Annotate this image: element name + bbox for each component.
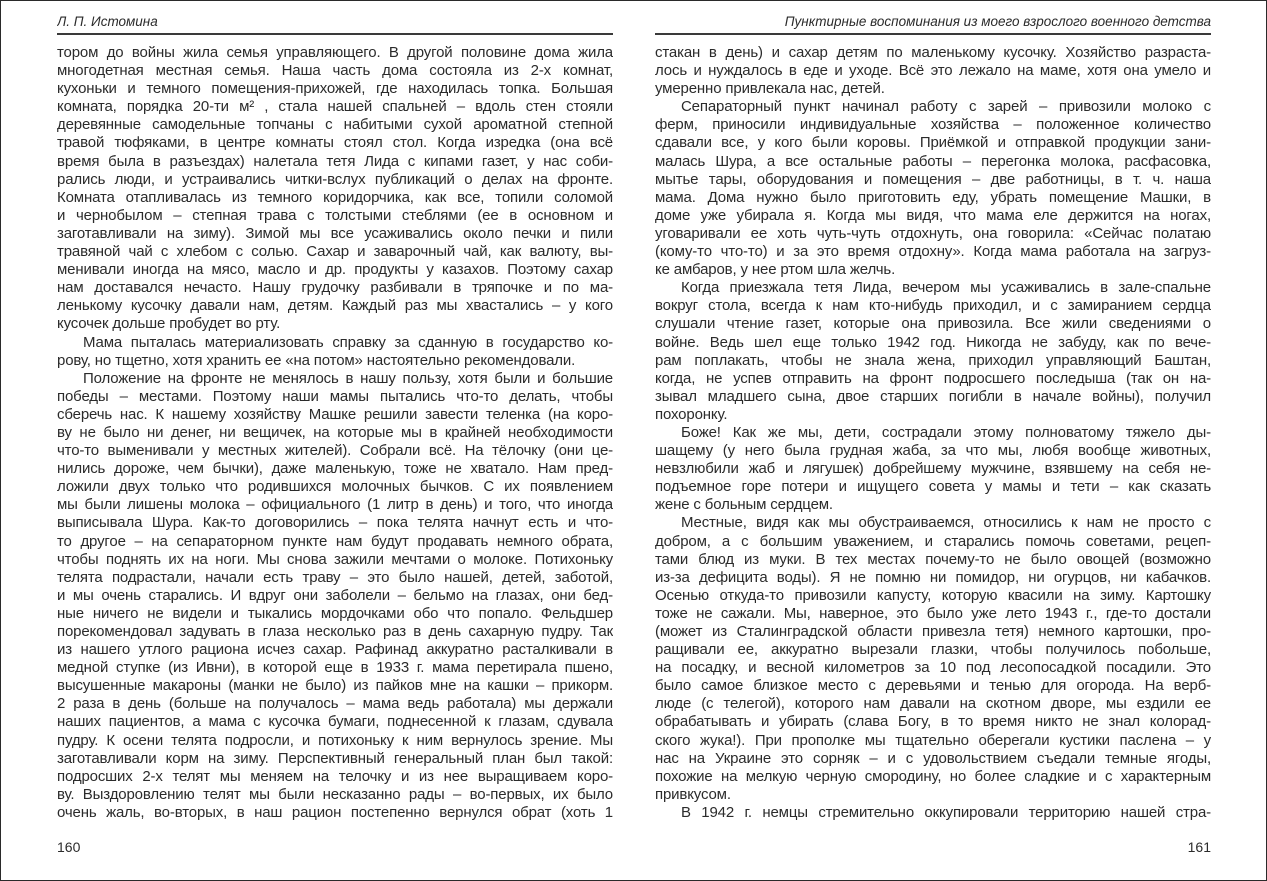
- text-line: В 1942 г. немцы стремительно оккупировали территорию нашей стра-: [681, 803, 1211, 821]
- text-line: рову, но тщетно, хотя хранить ее «на потом» настоятельно рекомендовали.: [57, 351, 576, 369]
- text-line: чтобы поднять их на ноги. Мы снова зажили мечтами о молоке. Потихоньку: [57, 550, 613, 568]
- text-line: лось и нуждалось в еде и уходе. Всё это лежало на маме, хотя она умело и: [655, 62, 1211, 80]
- text-line: зывал младшего сына, двое старших погибли в начале войны), получил: [655, 387, 1211, 405]
- text-line: менивали иногда на мясо, масло и др. продукты у казахов. Поэтому сахар: [57, 261, 613, 279]
- text-line: когда, не успев отправить на фронт подросшего последыша (так он на-: [655, 369, 1211, 387]
- page-number-left: 160: [57, 839, 81, 855]
- text-line: Боже! Как же мы, дети, сострадали этому полноватому тяжело ды-: [681, 423, 1211, 441]
- text-line: кусочек дольше пробудет во рту.: [57, 315, 281, 333]
- text-line: сберечь нас. К нашему хозяйству Машке решили завести теленка (на коро-: [57, 405, 613, 423]
- text-line: наших пациентов, а мама с кусочка бумаги, поднесенной к глазам, сдувала: [57, 713, 613, 731]
- text-line: уговаривали ее хоть чуть-чуть отдохнуть, она говорила: «Сейчас полатаю: [655, 224, 1211, 242]
- text-line: похожие на мелкую черную смородину, но более сладкие и с характерным: [655, 767, 1211, 785]
- text-line: мама. Дома нужно было приготовить еду, убрать помещение Машки, в: [655, 188, 1211, 206]
- text-line: Сепараторный пункт начинал работу с зарей – привозили молоко с: [681, 98, 1211, 116]
- text-line: медной ступке (из Ивни), в которой еще в 1933 г. мама перетирала пшено,: [57, 659, 613, 677]
- text-line: комната, порядка 20-ти м² , стала нашей спальней – вдоль стен стояли: [57, 98, 613, 116]
- text-line: (может из Сталинградской области привезла тетя) немного картошки, про-: [655, 623, 1211, 640]
- text-line: очень жаль, во-вторых, в наш рацион постепенно вернулся обрат (хоть 1: [57, 803, 613, 821]
- text-line: заготавливали корм на зиму. Перспективный генеральный план был такой:: [57, 749, 613, 767]
- text-line: вокруг стола, всегда к нам кто-нибудь приходил, и с замиранием сердца: [655, 297, 1211, 315]
- right-page-body: [655, 44, 1211, 822]
- text-line: Местные, видя как мы обустраиваемся, относились к нам не просто с: [681, 514, 1211, 532]
- text-line: рались люди, и устраивались читки-вслух публикаций о делах на фронте.: [57, 170, 613, 188]
- text-line: (кому-то что-то) и за это время отдохну». Когда мама работала на загруз-: [655, 243, 1211, 261]
- text-line: 2 раза в день (больше на получалось – мама ведь работала) мы держали: [57, 695, 613, 713]
- text-line: травой тюфяками, в центре комнаты стоял стол. Когда изредка (она всё: [57, 134, 613, 152]
- text-line: жене с больным сердцем.: [655, 496, 833, 514]
- text-line: привкусом.: [655, 785, 731, 803]
- text-line: стакан в день) и сахар детям по маленькому кусочку. Хозяйство разраста-: [655, 44, 1211, 61]
- text-line: подъемное горе потери и ищущего совета у мамы и тети – как сказать: [655, 478, 1211, 496]
- text-line: выписывала Шура. Как-то договорились – пока телята начнут есть и что-: [57, 514, 613, 532]
- text-line: Когда приезжала тетя Лида, вечером мы усаживались в зале-спальне: [681, 279, 1211, 297]
- text-line: ращивали ее, аккуратно вырезали глазки, чтобы получилось побольше,: [655, 641, 1211, 659]
- right-page: [655, 14, 1211, 822]
- text-line: Осенью откуда-то привозили капусту, которую квасили на зиму. Картошку: [655, 586, 1211, 604]
- text-line: похоронку.: [655, 405, 728, 423]
- text-line: на посадку, и весной километров за 10 под лесопосадкой посадили. Это: [655, 659, 1211, 677]
- text-line: Комната отапливалась из темного коридорчика, как все, топили соломой: [57, 188, 613, 206]
- text-line: ные ничего не видели и тыкались мордочками обо что попало. Фельдшер: [57, 604, 613, 622]
- text-line: ского жука!). При прополке мы тщательно оберегали кустики паслена – у: [655, 731, 1211, 749]
- text-line: и чернобылом – степная трава с толстыми стеблями (ее в основном и: [57, 206, 613, 224]
- text-line: доме уже убирала я. Когда мы видя, что мама еле держится на ногах,: [655, 206, 1211, 224]
- text-line: рам поплакать, чтобы не знала жена, приходил управляющий Баштан,: [655, 351, 1211, 369]
- page-number-right: 161: [1187, 839, 1211, 855]
- text-line: нам доставался нечасто. Нашу грудочку разбивали в тряпочке и по ма-: [57, 279, 613, 297]
- text-line: многодетная местная семья. Наша часть дома состояла из 2-х комнат,: [57, 62, 613, 80]
- text-line: Положение на фронте не менялось в нашу пользу, хотя были и большие: [83, 369, 613, 387]
- text-line: деревянные самодельные топчаны с набитыми сухой ароматной степной: [57, 116, 613, 134]
- text-line: время была в разъездах) налетала тетя Лида с кипами газет, у нас соби-: [57, 152, 613, 170]
- text-line: нились дороже, чем бычки), даже маленькую, тоже не хватало. Нам пред-: [57, 460, 613, 478]
- text-line: из-за дефицита воды). Я не помню ни помидор, ни огурцов, ни кабачков.: [655, 568, 1211, 586]
- text-line: было самое близкое место с деревьями и тенью для огорода. На верб-: [655, 677, 1211, 695]
- text-line: люде (с телегой), которого нам давали на скотном дворе, мы ездили ее: [655, 695, 1211, 713]
- text-line: войне. Ведь шел еще только 1942 год. Никогда не забуду, как по вече-: [655, 333, 1211, 351]
- text-line: тами блюд из муки. В тех местах почему-то не было овощей (возможно: [655, 550, 1211, 568]
- text-line: высушенные макароны (манки не было) из пайков мне на кашки – прикорм.: [57, 677, 613, 695]
- text-line: ву не было ни денег, ни вещичек, на которые мы в крайней необходимости: [57, 423, 613, 441]
- text-line: победы – местами. Поэтому наши мамы пытались что-то делать, чтобы: [57, 387, 613, 405]
- text-line: обрабатывать и убирать (слава Богу, в то время никто не знал колорад-: [655, 713, 1211, 731]
- text-line: и мы очень старались. И вдруг они заболели – бельмо на глазах, они бед-: [57, 586, 613, 604]
- text-line: ке амбаров, у нее ртом шла желчь.: [655, 261, 896, 279]
- text-line: пудру. К осени телята подросли, и потихоньку к ним вернулось зрение. Мы: [57, 731, 613, 749]
- text-line: малась Шура, а все остальные работы – перегонка молока, расфасовка,: [655, 152, 1211, 170]
- text-line: умеренно привлекала нас, детей.: [655, 80, 885, 98]
- text-line: шащему (у него была грудная жаба, за что мы, любя вообще животных,: [655, 442, 1211, 460]
- text-line: Мама пыталась материализовать справку за сданную в государство ко-: [83, 333, 613, 351]
- text-line: тором до войны жила семья управляющего. В другой половине дома жила: [57, 44, 613, 61]
- running-header-title: Пунктирные воспоминания из моего взрослого военного детства: [655, 14, 1211, 35]
- running-header-author: Л. П. Истомина: [57, 14, 613, 35]
- text-line: сдавали все, у кого были коровы. Приёмкой и отправкой продукции зани-: [655, 134, 1211, 152]
- text-line: мытье тары, оборудования и помещения – две работницы, в т. ч. наша: [655, 170, 1211, 188]
- text-line: ферм, приносили индивидуальные хозяйства – положенное количество: [655, 116, 1211, 134]
- text-line: подросших 2-х телят мы меняем на телочку и из нее выращиваем коро-: [57, 767, 613, 785]
- text-line: то другое – на сепараторном пункте нам будут продавать немного обрата,: [57, 532, 613, 550]
- text-line: кухоньки и темного помещения-прихожей, где находилась топка. Большая: [57, 80, 613, 98]
- text-line: порекомендовал задувать в глаза несколько раз в день сахарную пудру. Так: [57, 623, 613, 640]
- left-page: [57, 14, 613, 822]
- text-line: заготавливали на зиму). Зимой мы все усаживались около печки и пили: [57, 224, 613, 242]
- left-page-body: [57, 44, 613, 822]
- text-line: телята подрастали, начали есть траву – это было нашей, детей, заботой,: [57, 568, 613, 586]
- text-line: слушали чтение газет, которые она привозила. Все жили сведениями о: [655, 315, 1211, 333]
- text-line: тоже не сажали. Мы, наверное, это было уже лето 1943 г., где-то достали: [655, 604, 1211, 622]
- text-line: добром, а с большим уважением, и старались помочь советами, рецеп-: [655, 532, 1211, 550]
- text-line: мы были лишены молока – официального (1 литр в день) и того, что иногда: [57, 496, 613, 514]
- text-line: ву. Выздоровлению телят мы были несказанно рады – во-первых, их было: [57, 785, 613, 803]
- text-line: из нашего утлого рациона исчез сахар. Рафинад аккуратно расталкивали в: [57, 641, 613, 659]
- text-line: ленькому кусочку давали нам, детям. Каждый раз мы хвастались – у кого: [57, 297, 613, 315]
- text-line: травяной чай с хлебом с солью. Сахар и заварочный чай, как валюту, вы-: [57, 243, 613, 261]
- text-line: невзлюбили жаб и лягушек) добрейшему мужчине, взявшему на себя не-: [655, 460, 1211, 478]
- text-line: что-то выменивали у местных жителей). Собрали всё. На тёлочку (они це-: [57, 442, 613, 460]
- text-line: ложили двух только что родившихся молочных бычков. С их появлением: [57, 478, 613, 496]
- text-line: нас на Украине это сорняк – и с удовольствием съедали темные ягоды,: [655, 749, 1211, 767]
